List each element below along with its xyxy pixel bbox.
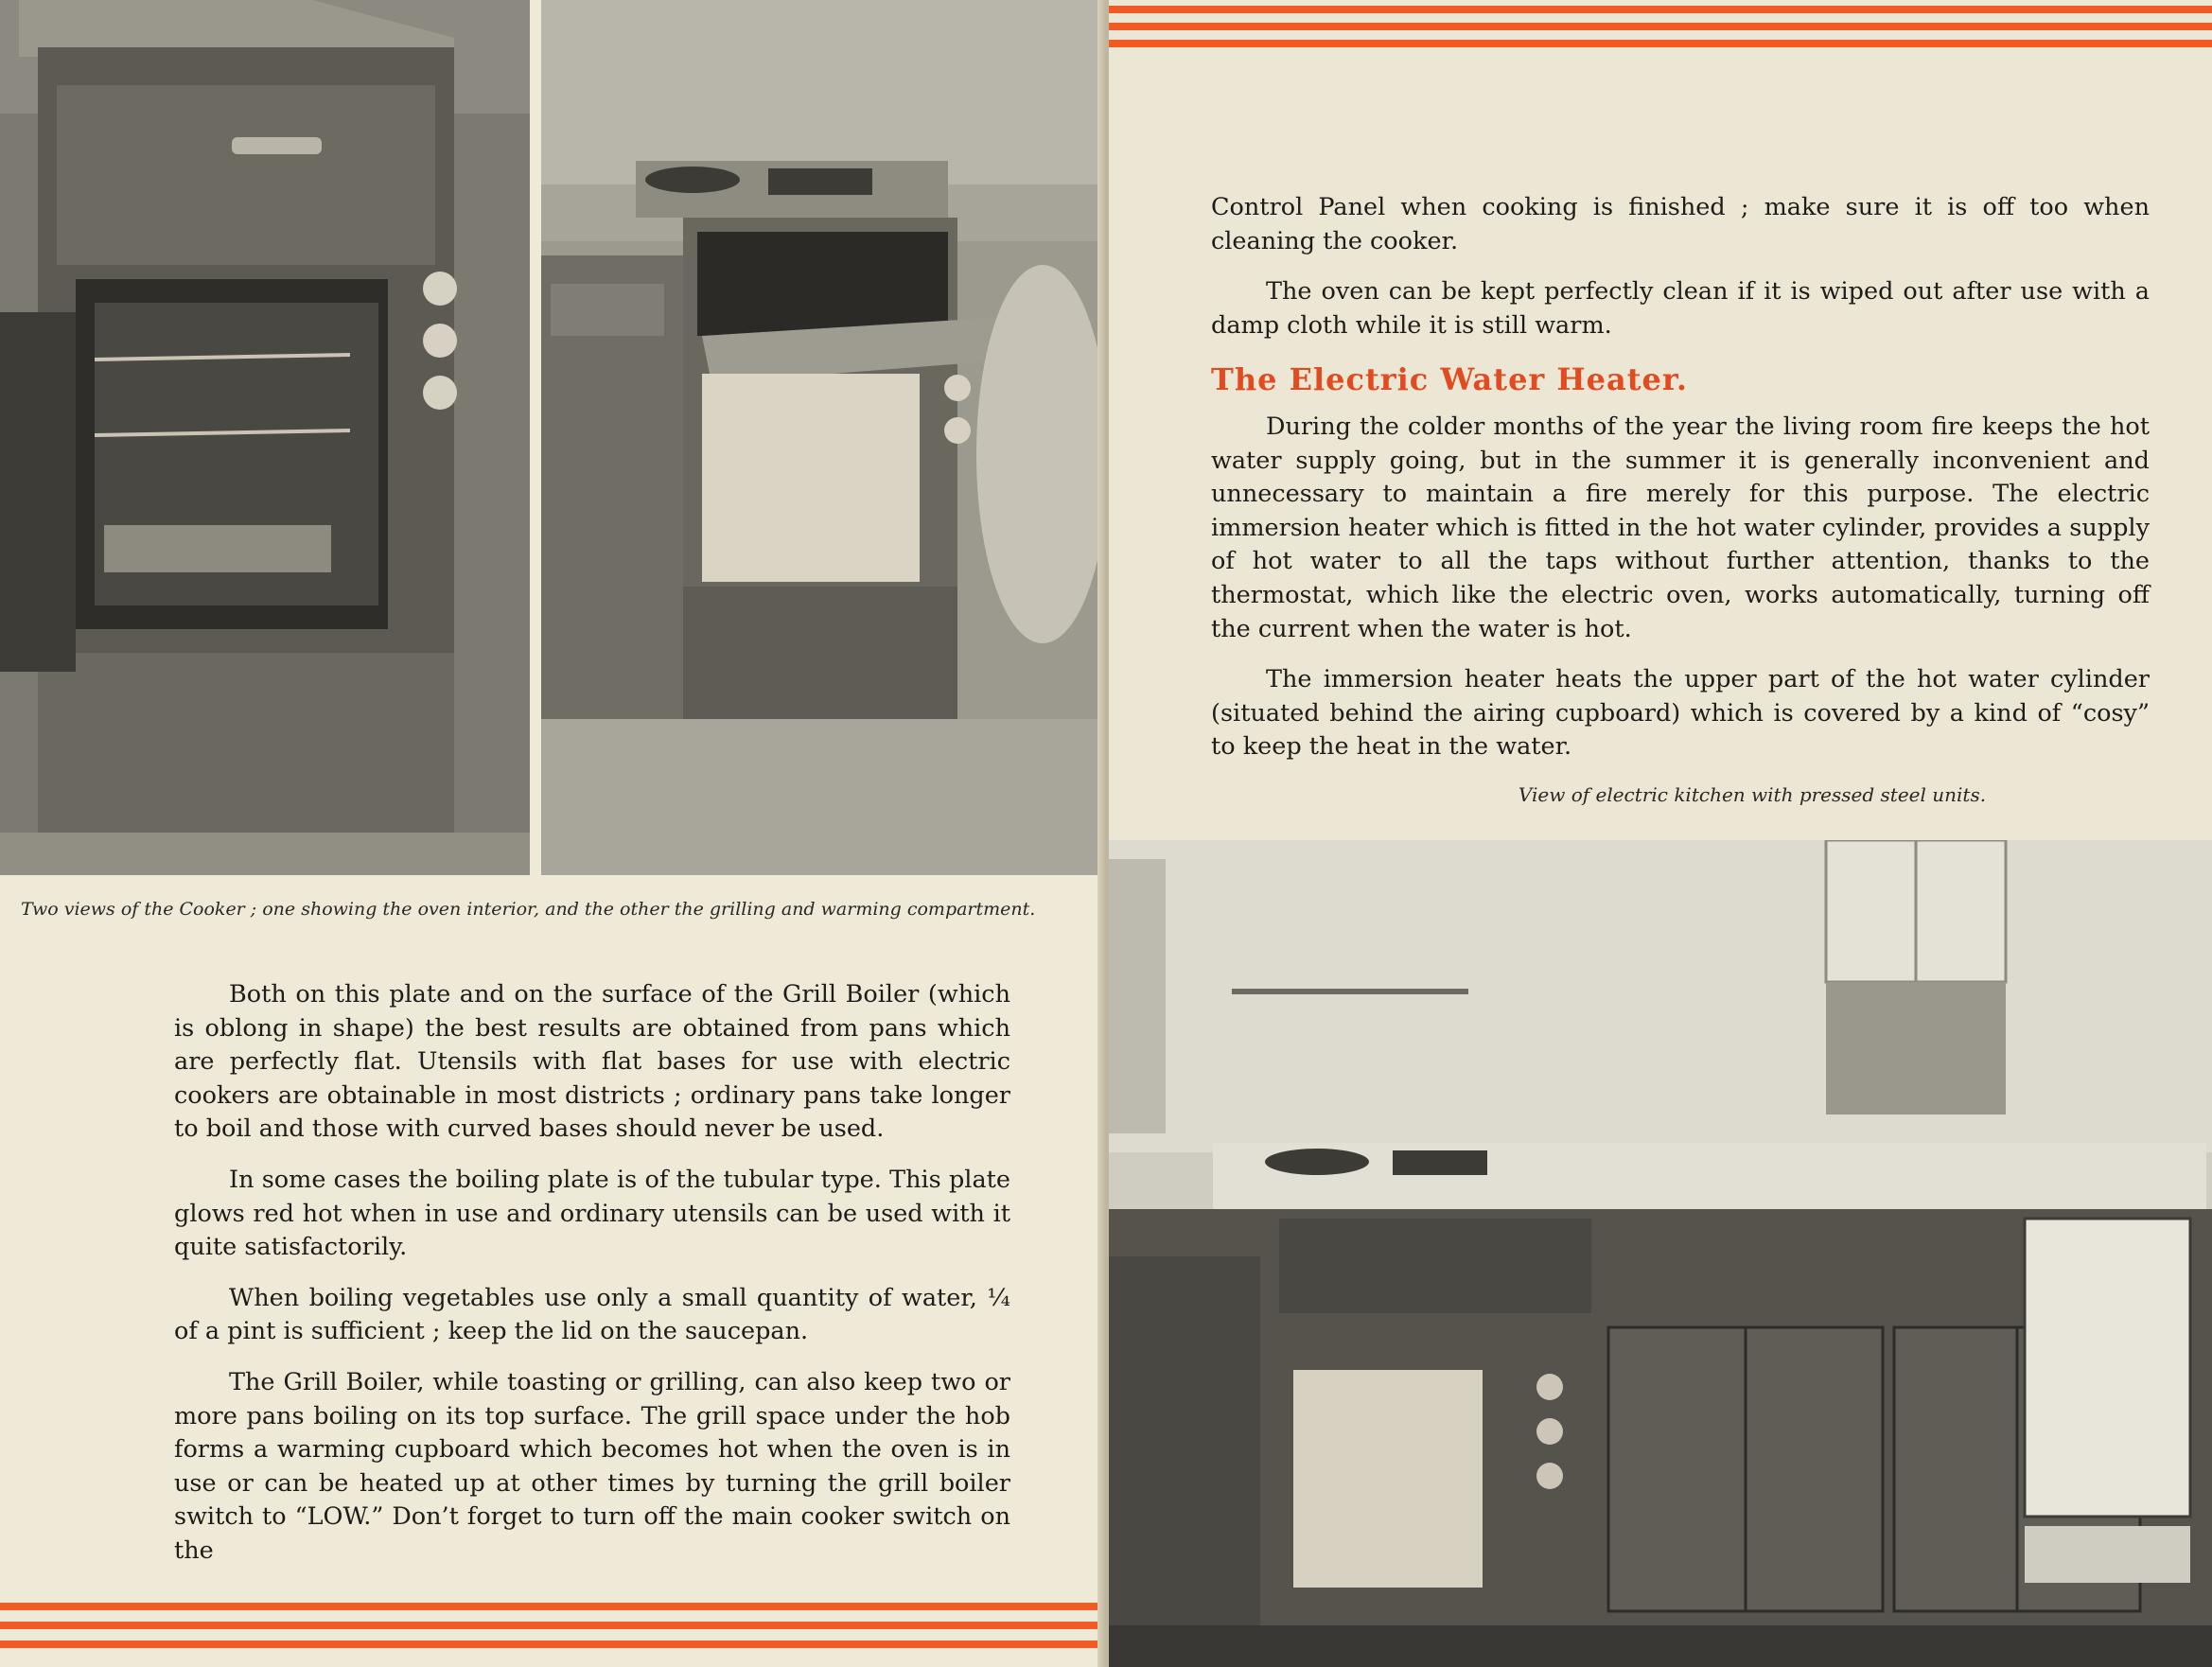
bottom-stripe xyxy=(0,1641,1103,1648)
kitchen-photo-caption: View of electric kitchen with pressed steel units. xyxy=(1518,783,1987,806)
bottom-stripe xyxy=(0,1622,1103,1629)
right-body-text xyxy=(1211,191,2150,781)
left-page xyxy=(0,0,1103,1667)
right-page xyxy=(1109,0,2212,1667)
paragraph: The oven can be kept perfectly clean if it is wiped out after use with a damp cloth while it is still warm. xyxy=(1211,277,2150,340)
paragraph: When boiling vegetables use only a small quantity of water, ¼ of a pint is sufficient ; keep the lid on the saucepan. xyxy=(174,1283,1010,1346)
paragraph: During the colder months of the year the living room fire keeps the hot water supply going, but in the summer it is generally inconvenient and unnecessary to maintain a fire merely for this purpose. The electric immersion heater which is fitted in the hot water cylinder, provides a supply of hot water to all the taps without further attention, thanks to the thermostat, which like the electric oven, works automatically, turning off the current when the water is hot. xyxy=(1211,412,2150,643)
bottom-stripe xyxy=(0,1603,1103,1610)
section-heading: The Electric Water Heater. xyxy=(1211,361,1688,398)
paragraph: Control Panel when cooking is finished ; make sure it is off too when cleaning the cooker. xyxy=(1211,193,2150,255)
photo-caption: Two views of the Cooker ; one showing the oven interior, and the other the grilling and warming compartment. xyxy=(21,899,1036,920)
paragraph: Both on this plate and on the surface of the Grill Boiler (which is oblong in shape) the best results are obtained from pans which are perfectly flat. Utensils with flat bases for use with electric cookers are obtainable in most districts ; ordinary pans take longer to boil and those with curved bases should never be used. xyxy=(174,980,1010,1144)
cooker-grill-photo xyxy=(541,0,1103,875)
top-stripe xyxy=(1109,23,2212,30)
paragraph: In some cases the boiling plate is of the tubular type. This plate glows red hot when in use and ordinary utensils can be used with it quite satisfactorily. xyxy=(174,1165,1010,1262)
top-stripe xyxy=(1109,40,2212,47)
electric-kitchen-photo xyxy=(1109,840,2212,1667)
left-body-text xyxy=(174,978,1010,1586)
paragraph: The immersion heater heats the upper part of the hot water cylinder (situated behind the airing cupboard) which is covered by a kind of “cosy” to keep the heat in the water. xyxy=(1211,665,2150,762)
top-stripe xyxy=(1109,6,2212,13)
cooker-oven-photo xyxy=(0,0,530,875)
paragraph: The Grill Boiler, while toasting or grilling, can also keep two or more pans boiling on its top surface. The grill space under the hob forms a warming cupboard which becomes hot when the oven is in use or can be heated up at other times by turning the grill boiler switch to “LOW.” Don’t forget to turn off the main cooker switch on the xyxy=(174,1367,1010,1565)
